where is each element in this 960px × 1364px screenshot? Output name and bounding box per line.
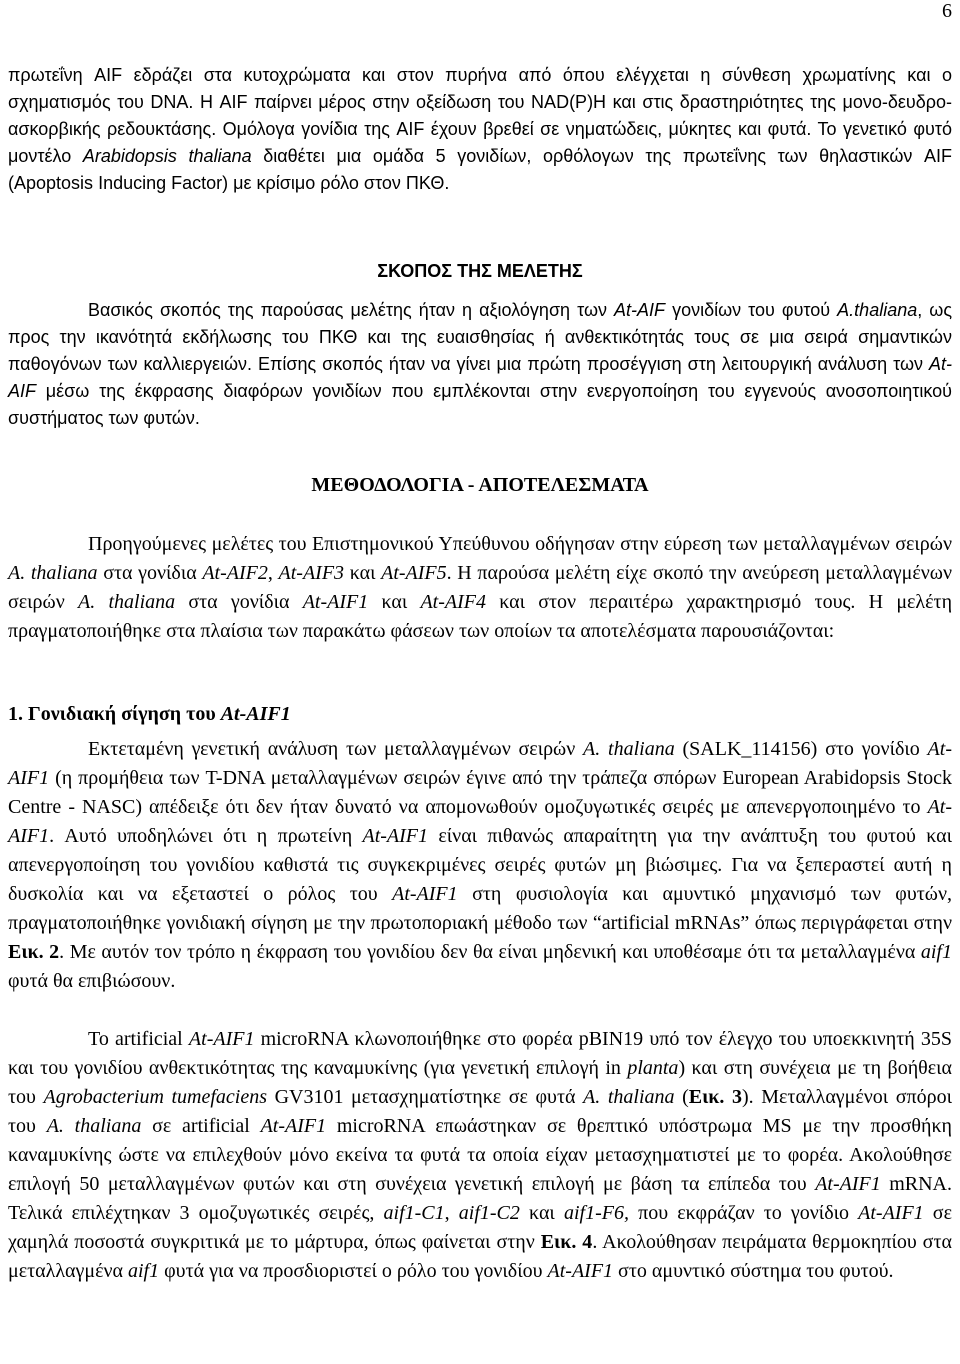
intro-paragraph — [8, 62, 952, 197]
figure-reference: Εικ. 2 — [8, 941, 60, 963]
silencing-paragraph — [8, 735, 952, 996]
species-name: A. thaliana — [583, 738, 675, 760]
species-name: A.thaliana — [837, 300, 918, 320]
intro-line: έχουν βρεθεί σε νηματώδεις, μύκητες και φυτά. Το γενετικό φυτό μοντέλο — [8, 119, 953, 166]
gene-name: At-AIF — [614, 300, 666, 320]
text-run: μέσω της έκφρασης διαφόρων γονιδίων που εμπλέκονται στην ενεργοποίηση του εγγενούς ανοσοποιητικού συστήματος των φυτών. — [8, 381, 952, 428]
scope-paragraph — [8, 297, 952, 432]
text-run: και — [519, 1202, 564, 1224]
gene-name: At-AIF4 — [420, 591, 486, 613]
methods-paragraph — [8, 530, 952, 646]
intro-line: και στις δραστηριότητες της μονο-δευδρο-ασκορβικής ρεδουκτάσης. Ομόλογα γονίδια της AIF — [8, 92, 952, 139]
text-run: Προηγούμενες μελέτες του Επιστημονικού Υπεύθυνου οδήγησαν στην εύρεση των μεταλλαγμένων σειρών — [88, 533, 952, 555]
species-name: A. thaliana — [583, 1086, 675, 1108]
text-run: φυτά θα επιβιώσουν. — [8, 970, 176, 992]
heading-text: 1. Γονιδιακή σίγηση του — [8, 703, 221, 725]
text-run: Εκτεταμένη γενετική ανάλυση των μεταλλαγμένων σειρών — [88, 738, 584, 760]
species-name: A. thaliana — [78, 591, 176, 613]
text-run: (η προμήθεια των T-DNA μεταλλαγμένων σειρών έγινε από την τράπεζα σπόρων European Arabidopsis Stock Centre - NASC) απέδειξε ότι δεν ήταν δυνατό να απομονωθούν ομοζυγωτικές σειρές με απενεργοποιημένο το — [8, 767, 952, 818]
text-run: στη φυσιολογία και αμυντικό μηχανισμό των φυτών, πραγματοποιήθηκε γονιδιακή σίγηση με την πρωτοποριακή μέθοδο των “artificial mRNAs” όπως περιγράφεται στην — [8, 883, 953, 934]
gene-name: At-AIF1 — [362, 825, 429, 847]
text-run: . Αυτό υποδηλώνει ότι η πρωτείνη — [49, 825, 363, 847]
gene-name: At-AIF1 — [392, 883, 458, 905]
intro-line: διαθέτει μια ομάδα 5 γονιδίων, ορθόλογων της πρωτεΐνης των θηλαστικών AIF (Apoptosis — [8, 146, 952, 193]
text-run: σε artificial — [141, 1115, 261, 1137]
gene-name: At-AIF — [8, 354, 952, 401]
text-run: (SALK_114156) στο γονίδιο — [674, 738, 928, 760]
gene-name: At-AIF1 — [858, 1202, 924, 1224]
text-run: γονιδίων του φυτού — [665, 300, 838, 320]
text-run: στα γονίδια — [97, 562, 203, 584]
text-run: ) και στη συνέχεια με τη βοήθεια του — [8, 1057, 952, 1108]
intro-line: χρωματίνης και ο σχηματισμός του DNA. Η AIF παίρνει μέρος στην οξείδωση του NAD(P)H — [8, 65, 952, 112]
text-run: , — [267, 562, 279, 584]
text-run: ( — [674, 1086, 689, 1108]
species-name: Arabidopsis thaliana — [82, 146, 252, 166]
gene-name: At-AIF1 — [8, 738, 952, 789]
text-run: . Με αυτόν τον τρόπο η έκφραση του γονιδίου δεν θα είναι μηδενική και υποθέσαμε ότι τα μεταλλαγμένα — [59, 941, 921, 963]
gene-name: At-AIF1 — [188, 1028, 255, 1050]
text-run: , ως προς την ικανότητά εκδήλωσης του ΠΚΘ και της ευαισθησίας ή ανθεκτικότητάς τους σε μια σειρά σημαντικών παθογόνων των καλλιεργειών. Επίσης σκοπός ήταν να γίνει μια πρώτη προσέγγιση στη λειτουργική ανάλυση των — [8, 300, 952, 374]
text-run: και στον περαιτέρω χαρακτηρισμό τους. Η μελέτη πραγματοποιήθηκε στα πλαίσια των παρακάτω φάσεων των οποίων τα αποτελέσματα παρουσιάζονται: — [8, 591, 953, 642]
gene-name: At-AIF1 — [815, 1173, 881, 1195]
gene-name: At-AIF3 — [278, 562, 345, 584]
intro-line: Inducing Factor) με κρίσιμο ρόλο στον ΠΚΘ. — [98, 173, 450, 193]
figure-reference: Εικ. 3 — [688, 1086, 742, 1108]
gene-name: At-AIF1 — [8, 796, 952, 847]
text-run: microRNA επωάστηκαν σε θρεπτικό υπόστρωμα MS με την προσθήκη καναμυκίνης ώστε να επιλεχθούν μόνο εκείνα τα φυτά τα οποία είχαν μετασχηματιστεί με το φορέα. Ακολούθησε επιλογή 50 μεταλλαγμένων φυτών και στη συνέχεια γενετική επιλογή με βάση τα επίπεδα του — [8, 1115, 952, 1195]
species-name: A. thaliana — [46, 1115, 142, 1137]
text-run: . Η παρούσα μελέτη είχε σκοπό την ανεύρεση μεταλλαγμένων σειρών — [8, 562, 953, 613]
text-run: , — [444, 1202, 459, 1224]
gene-name: At-AIF1 — [547, 1260, 614, 1282]
figure-reference: Εικ. 4 — [540, 1231, 593, 1253]
text-run: Βασικός σκοπός της παρούσας μελέτης ήταν η αξιολόγηση των — [88, 300, 615, 320]
text-run: mRNA. Τελικά επιλέχτηκαν 3 ομοζυγωτικές σειρές, — [8, 1173, 952, 1224]
section-1-heading — [8, 700, 291, 729]
text-run: microRNA κλωνοποιήθηκε στο φορέα pBIN19 υπό τον έλεγχο του υποεκκινητή 35S και του γονιδίου ανθεκτικότητας της καναμυκίνης (για γενετική επιλογή in — [8, 1028, 953, 1079]
text-run: στα γονίδια — [175, 591, 303, 613]
text-run: στο αμυντικό σύστημα του φυτού. — [613, 1260, 894, 1282]
text-run: σε χαμηλά ποσοστά συγκριτικά με το μάρτυρα, όπως φαίνεται στην — [8, 1202, 952, 1253]
mutant-name: aif1-C1 — [383, 1202, 445, 1224]
gene-name: At-AIF1 — [302, 591, 369, 613]
methods-heading: ΜΕΘΟΔΟΛΟΓΙΑ - ΑΠΟΤΕΛΕΣΜΑΤΑ — [311, 474, 649, 496]
intro-line: πρωτεΐνη AIF εδράζει στα κυτοχρώματα και στον πυρήνα από όπου ελέγχεται η σύνθεση — [8, 65, 792, 85]
latin-term: planta — [627, 1057, 679, 1079]
mutant-name: aif1 — [128, 1260, 160, 1282]
page-number: 6 — [942, 0, 952, 22]
gene-name: At-AIF5 — [381, 562, 447, 584]
text-run: είναι πιθανώς απαραίτητη για την ανάπτυξη του φυτού και απενεργοποίηση του γονιδίου καθιστά τις συγκεκριμένες σειρές φυτών μη βιώσιμες. Για να ξεπεραστεί αυτή η δυσκολία και να εξεταστεί ο ρόλος του — [8, 825, 953, 905]
microrna-paragraph — [8, 1025, 952, 1286]
text-run: και — [344, 562, 382, 584]
text-run: φυτά για να προσδιοριστεί ο ρόλο του γονιδίου — [159, 1260, 548, 1282]
mutant-name: aif1-F6, — [563, 1202, 629, 1224]
text-run: Το artificial — [88, 1028, 189, 1050]
text-run: . Ακολούθησαν πειράματα θερμοκηπίου στα μεταλλαγμένα — [8, 1231, 952, 1282]
mutant-name: aif1 — [920, 941, 952, 963]
gene-name: At-AIF1 — [260, 1115, 327, 1137]
gene-name: At-AIF2 — [202, 562, 268, 584]
species-name: A. thaliana — [8, 562, 98, 584]
gene-name: At-AIF1 — [220, 703, 291, 725]
species-name: Agrobacterium tumefaciens — [43, 1086, 267, 1108]
text-run: ). Μεταλλαγμένοι σπόροι του — [8, 1086, 953, 1137]
mutant-name: aif1-C2 — [458, 1202, 520, 1224]
scope-heading: ΣΚΟΠΟΣ ΤΗΣ ΜΕΛΕΤΗΣ — [377, 261, 583, 281]
text-run: και — [368, 591, 421, 613]
text-run: που εκφράζαν το γονίδιο — [628, 1202, 859, 1224]
text-run: GV3101 μετασχηματίστηκε σε φυτά — [267, 1086, 584, 1108]
